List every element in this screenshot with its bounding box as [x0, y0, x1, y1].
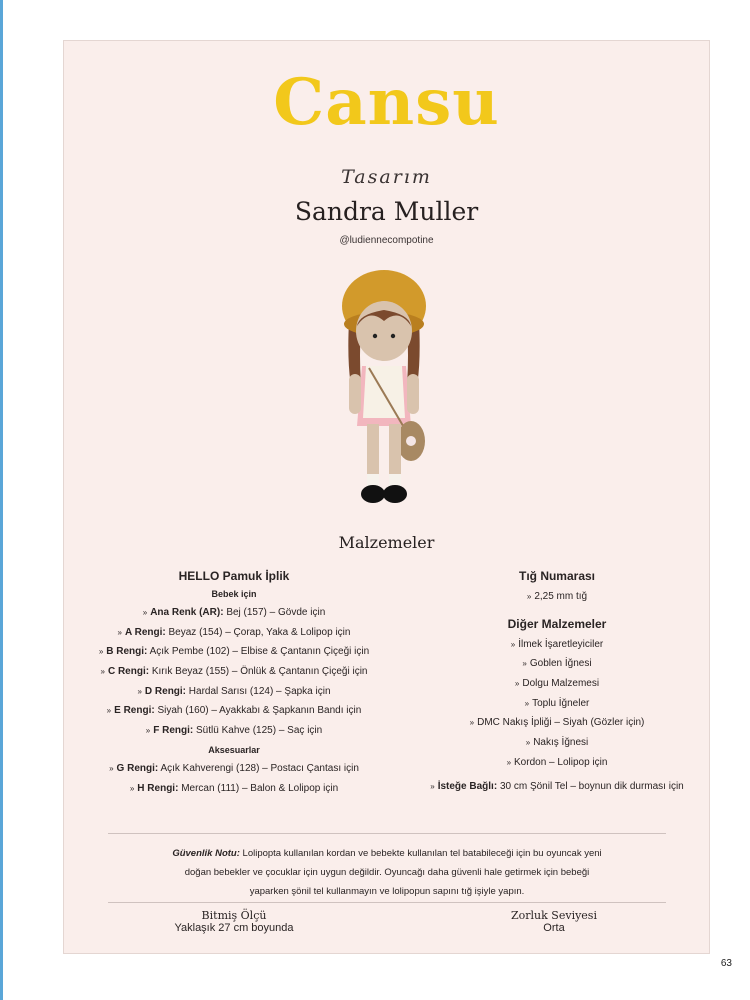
hook-item: » 2,25 mm tığ — [526, 591, 588, 602]
arrow-icon: » — [98, 647, 104, 657]
finished-size — [124, 909, 344, 934]
page-edge-strip — [0, 0, 3, 1000]
arrow-icon: » — [100, 667, 105, 677]
yarn-item: » C Rengi: Kırık Beyaz (155) – Önlük & Çantanın Çiçeği için — [100, 666, 368, 678]
divider-top — [108, 833, 666, 834]
hook-heading: Tığ Numarası — [518, 569, 596, 583]
yarn-item: » G Rengi: Açık Kahverengi (128) – Postacı Çantası için — [109, 762, 359, 774]
arrow-icon: » — [109, 763, 114, 773]
arrow-icon: » — [524, 698, 530, 708]
other-item: » Dolgu Malzemesi — [514, 678, 600, 690]
difficulty — [464, 909, 644, 934]
other-materials-heading: Diğer Malzemeler — [507, 616, 607, 631]
arrow-icon: » — [137, 686, 142, 696]
safety-label: Güvenlik Notu: — [172, 848, 240, 859]
other-item: » İlmek İşaretleyiciler — [510, 638, 604, 650]
difficulty-label: Zorluk Seviyesi — [511, 909, 597, 922]
arrow-icon: » — [506, 757, 512, 767]
yarn-heading: HELLO Pamuk İplik — [178, 569, 290, 583]
divider-bottom — [108, 902, 666, 903]
yarn-item: » E Rengi: Siyah (160) – Ayakkabı & Şapkanın Bandı için — [106, 705, 362, 717]
arrow-icon: » — [469, 718, 475, 728]
arrow-icon: » — [145, 726, 151, 736]
arrow-icon: » — [129, 783, 135, 793]
yarn-item: » A Rengi: Beyaz (154) – Çorap, Yaka & Lolipop için — [117, 626, 351, 638]
page-number: 63 — [720, 958, 732, 969]
arrow-icon: » — [522, 659, 527, 669]
arrow-icon: » — [142, 608, 148, 617]
accessories-subheading: Aksesuarlar — [208, 744, 260, 755]
other-item: » DMC Nakış İpliği – Siyah (Gözler için) — [469, 717, 645, 729]
arrow-icon: » — [514, 679, 520, 689]
arrow-icon: » — [117, 627, 122, 637]
amigurumi-doll-image — [329, 266, 439, 516]
other-item: » Toplu İğneler — [524, 697, 590, 709]
other-item: » Kordon – Lolipop için — [506, 756, 608, 768]
yarn-item: » F Rengi: Sütlü Kahve (125) – Saç için — [145, 725, 323, 737]
other-item: » Nakış İğnesi — [525, 737, 589, 749]
doll-subheading: Bebek için — [211, 589, 257, 599]
arrow-icon: » — [526, 592, 532, 601]
finished-size-value: Yaklaşık 27 cm boyunda — [174, 922, 294, 934]
pattern-card — [63, 40, 710, 954]
brand-title: Cansu — [273, 65, 500, 140]
designer-handle: @ludiennecompotine — [339, 235, 434, 246]
arrow-icon: » — [525, 738, 531, 748]
designer-name: Sandra Muller — [294, 197, 479, 226]
yarn-item: » D Rengi: Hardal Sarısı (124) – Şapka için — [137, 685, 331, 697]
tools-column — [402, 569, 712, 798]
safety-note: Güvenlik Notu: Lolipopta kullanılan kordan ve bebekte kullanılan tel batabileceği için bu oyuncak yeni doğan bebekler ve çocuklar için uygun değildir. Oyuncağı daha güvenli hale getirmek için bebeği yaparken şönil tel kullanmayın ve lolipopun sapını tığ işiyle yapın. — [172, 848, 602, 897]
yarn-column — [64, 569, 404, 800]
difficulty-value: Orta — [543, 922, 565, 934]
yarn-item: » Ana Renk (AR): Bej (157) – Gövde için — [142, 607, 326, 618]
arrow-icon: » — [106, 706, 112, 716]
arrow-icon: » — [430, 781, 435, 791]
finished-size-label: Bitmiş Ölçü — [201, 909, 267, 922]
optional-item: » İsteğe Bağlı: 30 cm Şönil Tel – boynun dik durması için — [430, 780, 684, 792]
materials-title: Malzemeler — [338, 533, 435, 552]
design-label: Tasarım — [341, 166, 432, 188]
other-item: » Goblen İğnesi — [522, 658, 592, 670]
yarn-item: » H Rengi: Mercan (111) – Balon & Lolipop için — [129, 782, 339, 794]
arrow-icon: » — [510, 639, 516, 649]
yarn-item: » B Rengi: Açık Pembe (102) – Elbise & Çantanın Çiçeği için — [98, 646, 370, 658]
